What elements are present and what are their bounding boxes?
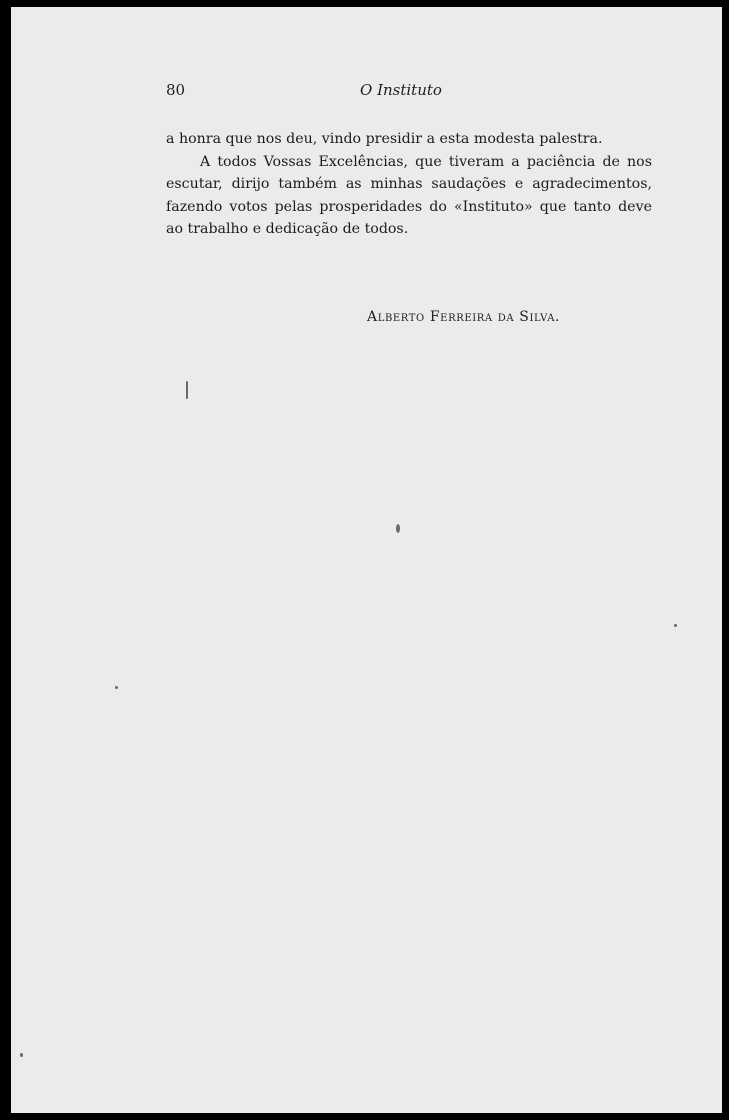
paper-speck bbox=[115, 686, 118, 689]
paragraph: A todos Vossas Excelências, que tiveram a paciência de nos escutar, dirijo também as minhas saudações e agradecimentos, fazendo votos pelas prosperidades do «Instituto» que tanto deve ao trabalho e dedicação de todos. bbox=[166, 153, 652, 237]
page-header bbox=[166, 81, 652, 105]
scanned-page bbox=[11, 7, 722, 1113]
running-title: O Instituto bbox=[360, 81, 442, 99]
body-text bbox=[166, 128, 652, 241]
paper-speck bbox=[186, 381, 188, 399]
paper-speck bbox=[674, 624, 677, 627]
paper-speck bbox=[396, 524, 400, 533]
author-signature: Alberto Ferreira da Silva. bbox=[367, 309, 561, 325]
paragraph: a honra que nos deu, vindo presidir a esta modesta palestra. bbox=[166, 131, 603, 147]
paper-speck bbox=[20, 1053, 23, 1057]
page-number: 80 bbox=[166, 81, 186, 99]
